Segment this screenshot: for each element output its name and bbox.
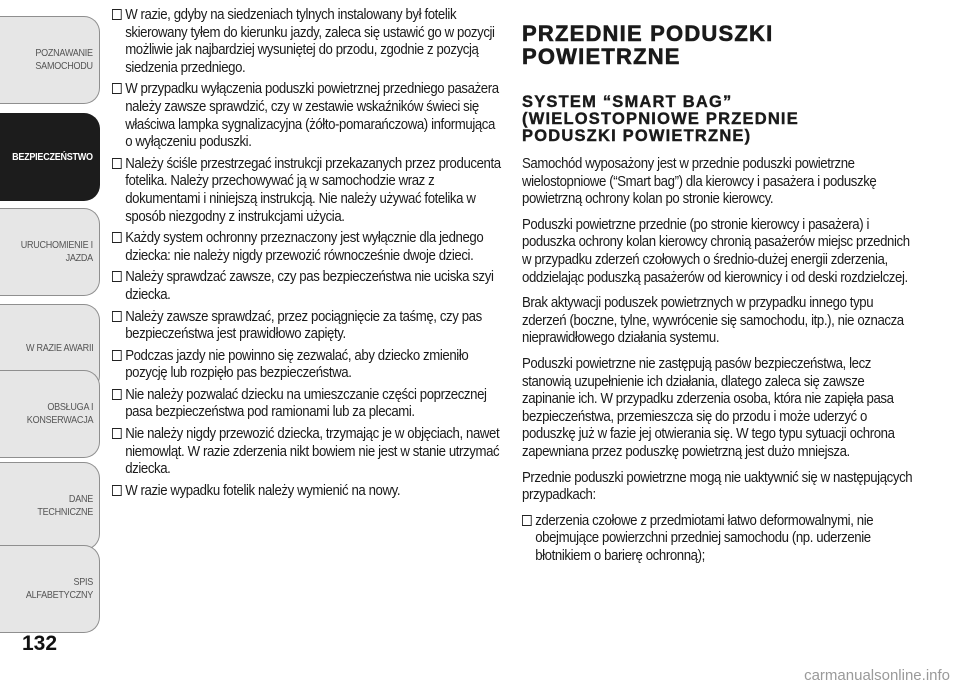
tab-label: POZNAWANIE SAMOCHODU bbox=[35, 47, 93, 72]
tab-label: OBSŁUGA I KONSERWACJA bbox=[26, 401, 93, 426]
tab-dane-techniczne[interactable] bbox=[0, 462, 100, 550]
checkbox-bullet-icon bbox=[112, 311, 122, 322]
right-column bbox=[522, 22, 914, 568]
paragraph: Samochód wyposażony jest w przednie poduszki powietrzne wielostopniowe (“Smart bag”) dla kierowcy i pasażera i poduszkę powietrzną ochrony kolan po stronie kierowcy. bbox=[522, 155, 877, 208]
checkbox-bullet-icon bbox=[112, 232, 122, 243]
tab-label: DANE TECHNICZNE bbox=[37, 493, 93, 518]
checkbox-bullet-icon bbox=[112, 158, 122, 169]
list-item: W przypadku wyłączenia poduszki powietrznej przedniego pasażera należy zawsze sprawdzić, czy w zestawie wskaźników świeci się właściwa lampka sygnalizacyjna (żółto-pomarańczowa) informująca o wyłączeniu poduszki. bbox=[112, 80, 501, 150]
section-subtitle-line: (WIELOSTOPNIOWE PRZEDNIE bbox=[522, 110, 799, 128]
list-item: Nie należy nigdy przewozić dziecka, trzymając je w objęciach, nawet niemowląt. W razie zderzenia nikt bowiem nie jest w stanie utrzymać dziecka. bbox=[112, 425, 501, 478]
checkbox-bullet-icon bbox=[112, 389, 122, 400]
checkbox-bullet-icon bbox=[112, 271, 122, 282]
section-subtitle-line: SYSTEM “SMART BAG” bbox=[522, 93, 733, 111]
paragraph: Poduszki powietrzne przednie (po stronie kierowcy i pasażera) i poduszka ochrony kolan kierowcy chronią pasażerów miejsc przednich w przypadku zderzeń czołowych o średnio-dużej energii zderzenia, oddzielając poduszką pasażerów od kierownicy i od deski rozdzielczej. bbox=[522, 215, 910, 286]
list-item: W razie wypadku fotelik należy wymienić na nowy. bbox=[112, 482, 501, 500]
checkbox-bullet-icon bbox=[112, 9, 122, 20]
section-title bbox=[522, 22, 914, 68]
checkbox-bullet-icon bbox=[522, 515, 532, 526]
checkbox-bullet-icon bbox=[112, 83, 122, 94]
list-item: zderzenia czołowe z przedmiotami łatwo deformowalnymi, nie obejmujące powierzchni przedniej samochodu (np. uderzenie błotnikiem o barierę ochronną); bbox=[522, 512, 915, 565]
list-item: Każdy system ochronny przeznaczony jest wyłącznie dla jednego dziecka: nie należy nigdy przewozić równocześnie dwoje dzieci. bbox=[112, 229, 501, 264]
list-item: W razie, gdyby na siedzeniach tylnych instalowany był fotelik skierowany tyłem do kierunku jazdy, zaleca się ustawić go w pozycji możliwie jak najbardziej wysuniętej do przodu, zgodnie z pozycją siedzenia przedniego. bbox=[112, 6, 501, 76]
list-item: Należy sprawdzać zawsze, czy pas bezpieczeństwa nie uciska szyi dziecka. bbox=[112, 268, 501, 303]
tab-label: W RAZIE AWARII bbox=[25, 341, 93, 354]
list-item: Podczas jazdy nie powinno się zezwalać, aby dziecko zmieniło pozycję lub rozpięło pas bezpieczeństwa. bbox=[112, 347, 501, 382]
list-item: Należy zawsze sprawdzać, przez pociągnięcie za taśmę, czy pas bezpieczeństwa jest prawidłowo zapięty. bbox=[112, 308, 501, 343]
paragraph: Poduszki powietrzne nie zastępują pasów bezpieczeństwa, lecz stanowią uzupełnienie ich działania, dlatego zaleca się zawsze zapinanie ich. W przypadku zderzenia osoba, która nie zapięła pasa bezpieczeństwa, przemieszcza się do przodu i może uderzyć o poduszkę już w fazie jej otwierania się. W tego typu sytuacji ochrona zapewniana przez poduszkę powietrzną jest dużo mniejsza. bbox=[522, 354, 895, 460]
list-item: Należy ściśle przestrzegać instrukcji przekazanych przez producenta fotelika. Należy przechowywać ją w samochodzie wraz z dokumentami i niniejszą instrukcją. Nie należy używać fotelika w sposób niezgodny z instrukcjami użycia. bbox=[112, 155, 501, 225]
section-title-line: POWIETRZNE bbox=[522, 44, 681, 69]
checkbox-bullet-icon bbox=[112, 350, 122, 361]
tab-obsluga-i-konserwacja[interactable] bbox=[0, 370, 100, 458]
tab-bezpieczenstwo[interactable] bbox=[0, 113, 100, 201]
list-item: Nie należy pozwalać dziecku na umieszczanie części poprzecznej pasa bezpieczeństwa pod ramionami lub za plecami. bbox=[112, 386, 501, 421]
paragraph: Przednie poduszki powietrzne mogą nie uaktywnić się w następujących przypadkach: bbox=[522, 468, 913, 504]
left-bullet-list bbox=[112, 6, 501, 499]
section-title-line: PRZEDNIE PODUSZKI bbox=[522, 21, 774, 46]
left-column bbox=[112, 6, 500, 503]
right-body-text bbox=[522, 155, 915, 564]
tab-label: SPIS ALFABETYCZNY bbox=[25, 576, 93, 601]
section-subtitle bbox=[522, 94, 914, 145]
tab-uruchomienie-i-jazda[interactable] bbox=[0, 208, 100, 296]
tab-label: BEZPIECZEŃSTWO bbox=[12, 150, 93, 163]
paragraph: Brak aktywacji poduszek powietrznych w przypadku innego typu zderzeń (boczne, tylne, wywrócenie się samochodu, itp.), nie oznacza nieprawidłowego działania systemu. bbox=[522, 294, 904, 347]
page-number: 132 bbox=[22, 632, 58, 655]
checkbox-bullet-icon bbox=[112, 428, 122, 439]
checkbox-bullet-icon bbox=[112, 485, 122, 496]
tab-label: URUCHOMIENIE I JAZDA bbox=[20, 239, 93, 264]
tab-poznawanie-samochodu[interactable] bbox=[0, 16, 100, 104]
watermark: carmanualsonline.info bbox=[804, 667, 950, 684]
section-subtitle-line: PODUSZKI POWIETRZNE) bbox=[522, 127, 752, 145]
tab-spis-alfabetyczny[interactable] bbox=[0, 545, 100, 633]
